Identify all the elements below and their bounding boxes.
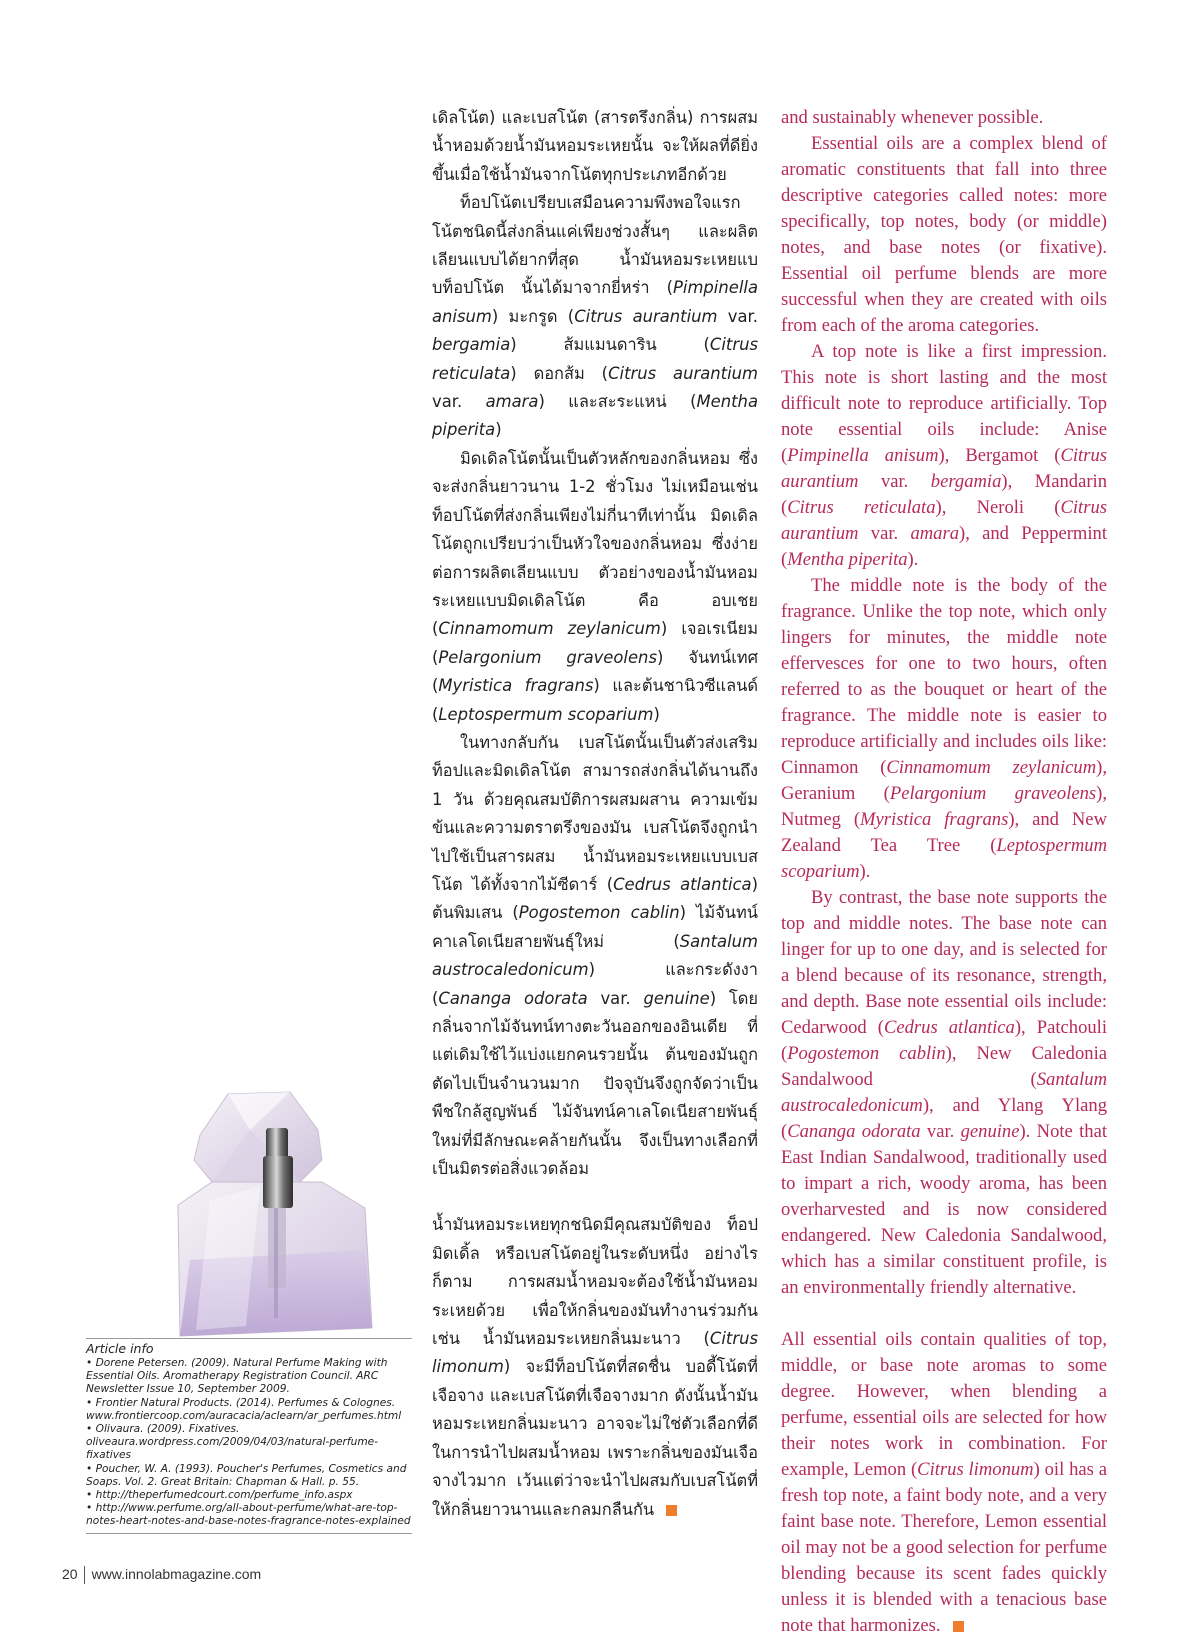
reference-item: • Dorene Petersen. (2009). Natural Perfume Making with Essential Oils. Aromatherapy Registration Council. ARC Newsletter Issue 10, September 2009. [86,1357,388,1396]
perfume-bottle-image [150,1090,420,1350]
page-number: 20 [62,1566,78,1582]
thai-article-column [432,104,758,1524]
website-link[interactable]: www.innolabmagazine.com [91,1566,262,1582]
english-paragraph: The middle note is the body of the fragrance. Unlike the top note, which only lingers for minutes, the middle note effervesces for one to two hours, often referred to as the bouquet or heart of the fragrance. The middle note is easier to reproduce artificially and includes oils like: Cinnamon (Cinnamomum zeylanicum), Geranium (Pelargonium graveolens), Nutmeg (Myristica fragrans), and New Zealand Tea Tree (Leptospermum scoparium). [781,575,1107,882]
english-paragraph: A top note is like a first impression. This note is short lasting and the most difficult note to reproduce artificially. Top note essential oils include: Anise (Pimpinella anisum), Bergamot (Citrus aurantium var. bergamia), Mandarin (Citrus reticulata), Neroli (Citrus aurantium var. amara), and Peppermint (Mentha piperita). [781,341,1107,570]
english-paragraph: By contrast, the base note supports the top and middle notes. The base note can linger for up to one day, and is selected for a blend because of its resonance, strength, and depth. Base note essential oils include: Cedarwood (Cedrus atlantica), Patchouli (Pogostemon cablin), New Caledonia Sandalwood (Santalum austrocaledonicum), and Ylang Ylang (Cananga odorata var. genuine). Note that East Indian Sandalwood, traditionally used to impart a rich, woody aroma, has been overharvested and is now considered endangered. New Caledonia Sandalwood, which has a similar constituent profile, is an environmentally friendly alternative. [781,887,1107,1298]
footer-divider [84,1566,85,1584]
reference-item: • http://theperfumedcourt.com/perfume_info.aspx [86,1489,353,1502]
reference-item: • http://www.perfume.org/all-about-perfume/what-are-top-notes-heart-notes-and-base-notes-fragrance-notes-explained [86,1502,411,1528]
article-info-box [86,1338,412,1534]
thai-paragraph: มิดเดิลโน้ตนั้นเป็นตัวหลักของกลิ่นหอม ซึ่งจะส่งกลิ่นยาวนาน 1-2 ชั่วโมง ไม่เหมือนเช่นท็อปโน้ตที่ส่งกลิ่นเพียงไม่กี่นาทีเท่านั้น มิดเดิลโน้ตถูกเปรียบว่าเป็นหัวใจของกลิ่นหอม ซึ่งง่ายต่อการผลิตเลียนแบบ ตัวอย่างของน้ำมันหอมระเหยแบบมิดเดิลโน้ต คือ อบเชย (Cinnamomum zeylanicum) เจอเรเนียม (Pelargonium graveolens) จันทน์เทศ (Myristica fragrans) และต้นชานิวซีแลนด์ (Leptospermum scoparium) [432,448,759,724]
page-footer [62,1566,261,1584]
english-paragraph: Essential oils are a complex blend of aromatic constituents that fall into three descriptive categories called notes: more specifically, top notes, body (or middle) notes, and base notes (or fixative). Essential oil perfume blends are more successful when they are created with oils from each of the aroma categories. [781,133,1107,336]
reference-item: • Poucher, W. A. (1993). Poucher's Perfumes, Cosmetics and Soaps. Vol. 2. Great Britain: Chapman & Hall. p. 55. [86,1462,407,1488]
thai-paragraph: เดิลโน้ต) และเบสโน้ต (สารตรึงกลิ่น) การผสมน้ำหอมด้วยน้ำมันหอมระเหยนั้น จะให้ผลที่ดียิ่งขึ้นเมื่อใช้น้ำมันจากโน้ตทุกประเภทอีกด้วย [432,108,758,184]
thai-paragraph: น้ำมันหอมระเหยทุกชนิดมีคุณสมบัติของ ท็อป มิดเดิ้ล หรือเบสโน้ตอยู่ในระดับหนึ่ง อย่างไรก็ตาม การผสมน้ำหอมจะต้องใช้น้ำมันหอมระเหยด้วย เพื่อให้กลิ่นของมันทำงานร่วมกัน เช่น น้ำมันหอมระเหยกลิ่นมะนาว (Citrus limonum) จะมีท็อปโน้ตที่สดชื่น บอดี้โน้ตที่เจือจาง และเบสโน้ตที่เจือจางมาก ดังนั้นน้ำมันหอมระเหยกลิ่นมะนาว อาจจะไม่ใช่ตัวเลือกที่ดีในการนำไปผสมน้ำหอม เพราะกลิ่นของมันเจือจางไวมาก เว้นแต่ว่าจะนำไปผสมกับเบสโน้ตที่ให้กลิ่นยาวนานและกลมกลืนกัน [432,1215,758,1519]
thai-paragraph: ท็อปโน้ตเปรียบเสมือนความพึงพอใจแรก โน้ตชนิดนี้ส่งกลิ่นแค่เพียงช่วงสั้นๆ และผลิตเลียนแบบได้ยากที่สุด น้ำมันหอมระเหยแบบท็อปโน้ต นั้นได้มาจากยี่หร่า (Pimpinella anisum) มะกรูด (Citrus aurantium var. bergamia) ส้มแมนดาริน (Citrus reticulata) ดอกส้ม (Citrus aurantium var. amara) และสะระแหน่ (Mentha piperita) [432,193,758,440]
end-mark-icon [666,1505,677,1516]
article-info-title: Article info [86,1341,154,1356]
thai-paragraph: ในทางกลับกัน เบสโน้ตนั้นเป็นตัวส่งเสริมท็อปและมิดเดิลโน้ต สามารถส่งกลิ่นได้นานถึง 1 วัน ด้วยคุณสมบัติการผสมผสาน ความเข้มข้นและความตราตรึงของมัน เบสโน้ตจึงถูกนำไปใช้เป็นสารผสม น้ำมันหอมระเหยแบบเบสโน้ต ได้ทั้งจากไม้ซีดาร์ (Cedrus atlantica) ต้นพิมเสน (Pogostemon cablin) ไม้จันทน์คาเลโดเนียสายพันธุ์ใหม่ (Santalum austrocaledonicum) และกระดังงา (Cananga odorata var. genuine) โดยกลิ่นจากไม้จันทน์ทางตะวันออกของอินเดีย ที่แต่เดิมใช้ไว้แบ่งแยกคนรวยนั้น ต้นของมันถูกตัดไปเป็นจำนวนมาก ปัจจุบันจึงถูกจัดว่าเป็นพืชใกล้สูญพันธ์ ไม้จันทน์คาเลโดเนียสายพันธุ์ใหม่ที่มีลักษณะคล้ายกันนั้น จึงเป็นทางเลือกที่เป็นมิตรต่อสิ่งแวดล้อม [432,732,758,1179]
english-paragraph: and sustainably whenever possible. [781,107,1044,128]
english-article-column [781,105,1107,1639]
reference-item: • Olivaura. (2009). Fixatives. oliveaura.wordpress.com/2009/04/03/natural-perfume-fixatives [86,1423,379,1462]
reference-item: • Frontier Natural Products. (2014). Perfumes & Colognes. www.frontiercoop.com/auracacia/aclearn/ar_perfumes.html [86,1396,402,1422]
end-mark-icon [953,1621,964,1632]
english-paragraph: All essential oils contain qualities of top, middle, or base note aromas to some degree. However, when blending a perfume, essential oils are selected for how their notes work in combination. For example, Lemon (Citrus limonum) oil has a fresh top note, a faint body note, and a very faint base note. Therefore, Lemon essential oil may not be a good selection for perfume blending because its scent fades quickly unless it is blended with a tenacious base note that harmonizes. [781,1329,1107,1636]
